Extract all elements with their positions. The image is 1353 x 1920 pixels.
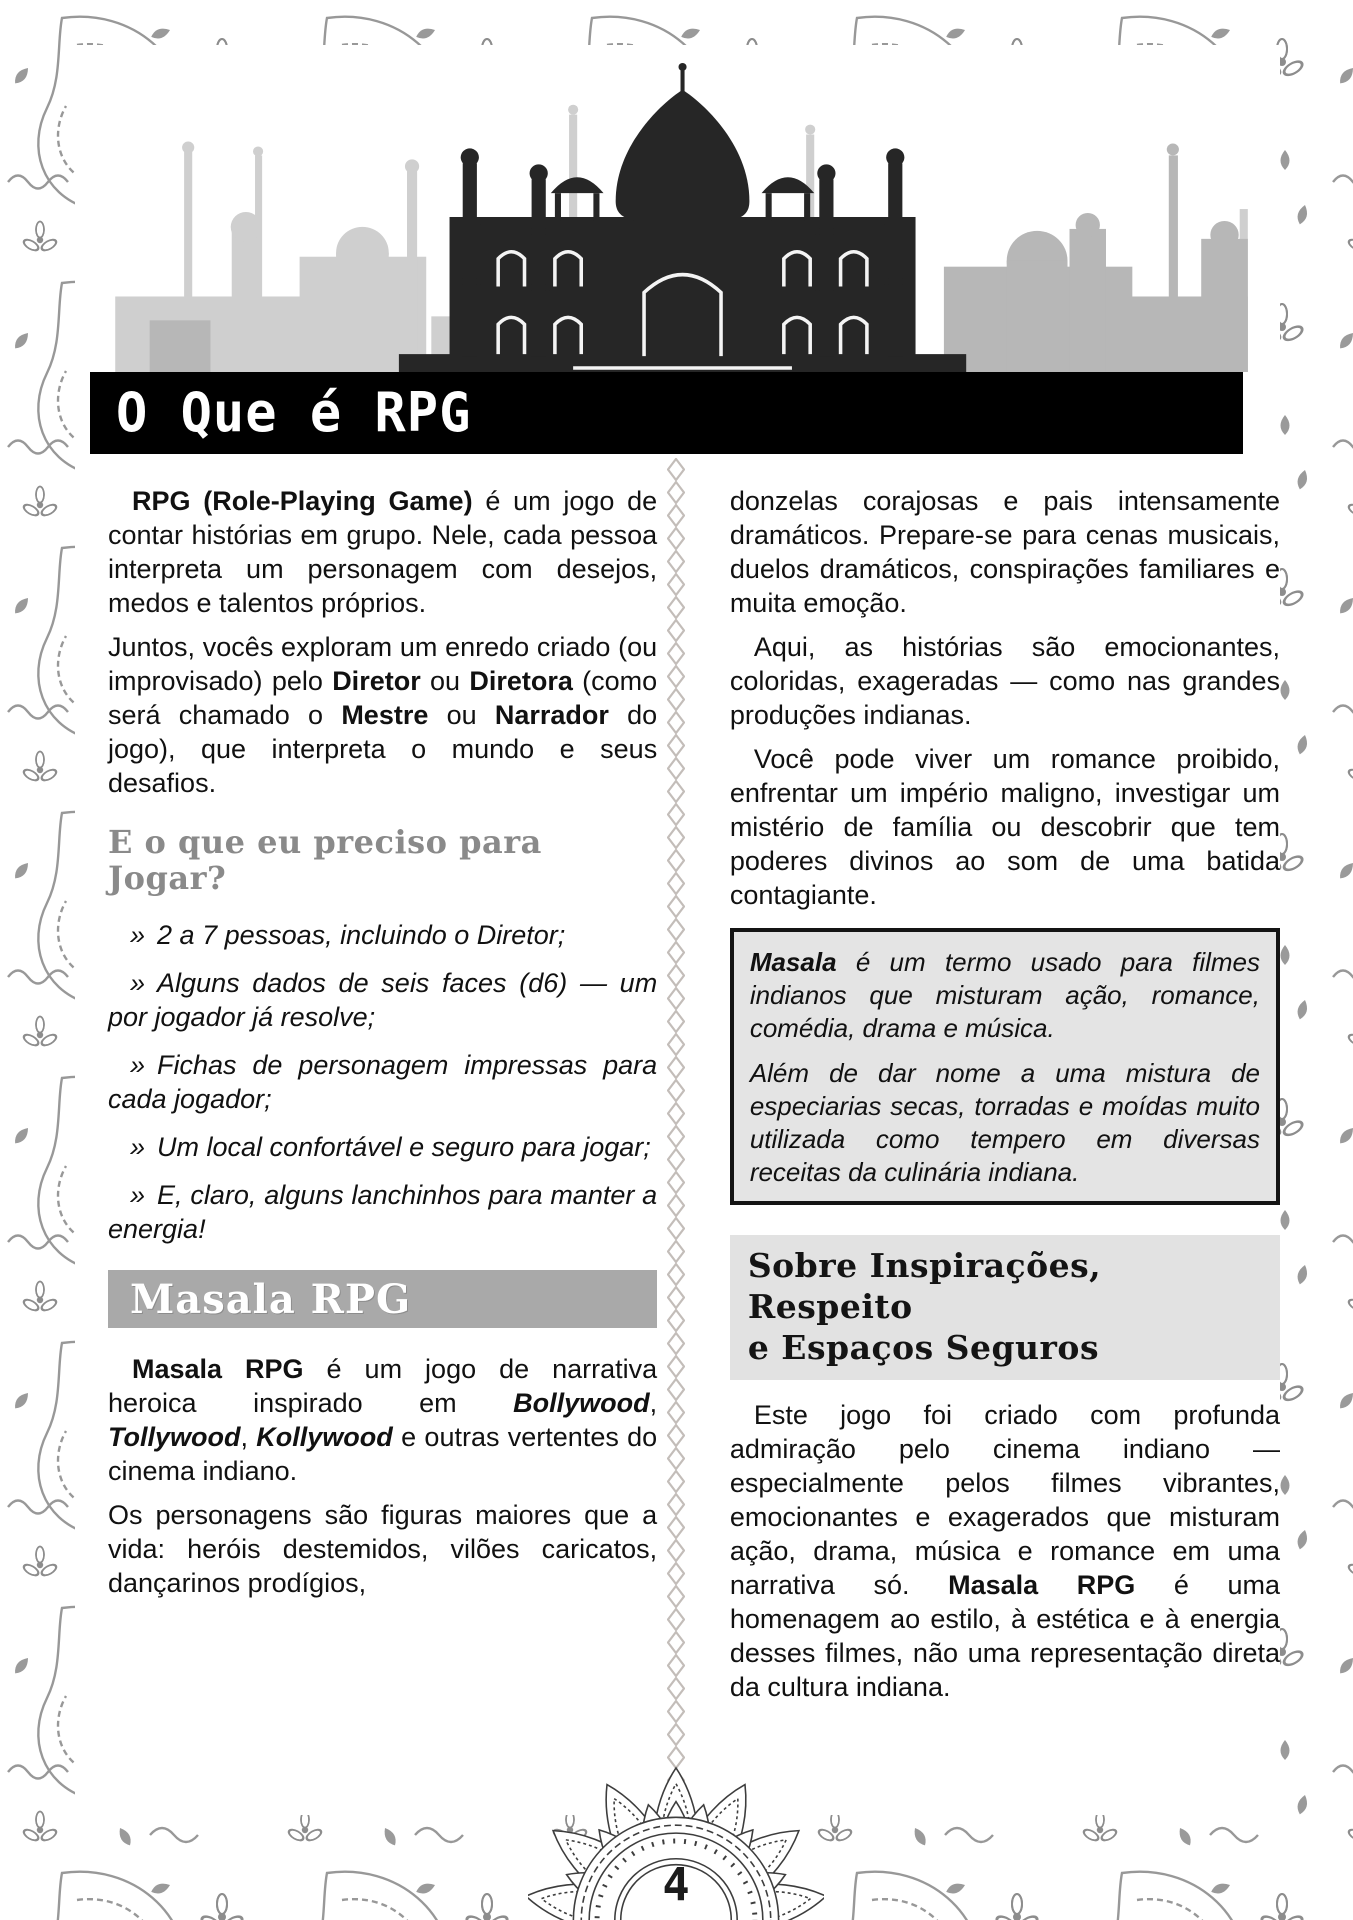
chapter-title-bar <box>90 372 1243 454</box>
chapter-title: O Que é RPG <box>116 381 472 445</box>
requirement-item: » Alguns dados de seis faces (d6) — um por jogador já resolve; <box>108 968 658 1032</box>
paragraph-director: Juntos, vocês exploram um enredo criado (ou improvisado) pelo Diretor ou Diretora (como será chamado o Mestre ou Narrador do jogo), que interpreta o mundo e seus desafios. <box>108 632 658 798</box>
paragraph-characters: Os personagens são figuras maiores que a vida: heróis destemidos, vilões caricatos, dançarinos prodígios, <box>108 1500 658 1598</box>
info-box-paragraph: Além de dar nome a uma mistura de especiarias secas, torradas e moídas muito utilizada como tempero em diversas receitas da culinária indiana. <box>749 1058 1260 1187</box>
header-illustration <box>97 60 1262 372</box>
paragraph-stories: Aqui, as histórias são emocionantes, coloridas, exageradas — como nas grandes produções indianas. <box>729 632 1280 730</box>
requirement-item: » 2 a 7 pessoas, incluindo o Diretor; <box>130 920 566 950</box>
info-box-paragraph: Masala é um termo usado para filmes indianos que misturam ação, romance, comédia, drama e música. <box>749 947 1260 1043</box>
subheading-what-do-i-need: E o que eu preciso para Jogar? <box>108 823 542 897</box>
right-column <box>730 484 1280 1714</box>
paragraph-masala-definition: Masala RPG é um jogo de narrativa heroica inspirado em Bollywood, Tollywood, Kollywood e outras vertentes do cinema indiano. <box>108 1354 658 1486</box>
page-number: 4 <box>662 1858 690 1912</box>
masala-rpg-section-title: Masala RPG <box>130 1275 412 1323</box>
taj-mahal-skyline-icon <box>97 60 1262 372</box>
masala-term-info-box <box>730 928 1280 1205</box>
paragraph-rpg-definition: RPG (Role-Playing Game) é um jogo de contar histórias em grupo. Nele, cada pessoa interpreta um personagem com desejos, medos e talentos próprios. <box>108 486 658 618</box>
requirement-item: » Fichas de personagem impressas para cada jogador; <box>108 1050 658 1114</box>
paragraph-romance: Você pode viver um romance proibido, enfrentar um império maligno, investigar um mistério de família ou descobrir que tem poderes divinos ao som de uma batida contagiante. <box>729 744 1280 910</box>
section-heading-inspirations: Sobre Inspirações, Respeito e Espaços Seguros <box>730 1235 1280 1380</box>
paragraph-inspiration: Este jogo foi criado com profunda admiração pelo cinema indiano — especialmente pelos filmes vibrantes, emocionantes e exagerados que misturam ação, drama, música e romance em uma narrativa só. Masala RPG é uma homenagem ao estilo, à estética e à energia desses filmes, não uma representação direta da cultura indiana. <box>729 1400 1280 1702</box>
diamond-chain-divider-icon <box>667 458 685 1793</box>
paragraph-characters-continued: donzelas corajosas e pais intensamente dramáticos. Prepare-se para cenas musicais, duelos dramáticos, conspirações familiares e muita emoção. <box>729 486 1280 618</box>
masala-rpg-section-bar <box>108 1270 657 1328</box>
requirement-item: » E, claro, alguns lanchinhos para manter a energia! <box>108 1180 658 1244</box>
mandala-ornament-icon <box>528 1762 824 1920</box>
left-column <box>108 484 657 1714</box>
requirement-item: » Um local confortável e seguro para jogar; <box>130 1132 651 1162</box>
text-columns <box>108 484 1280 1714</box>
